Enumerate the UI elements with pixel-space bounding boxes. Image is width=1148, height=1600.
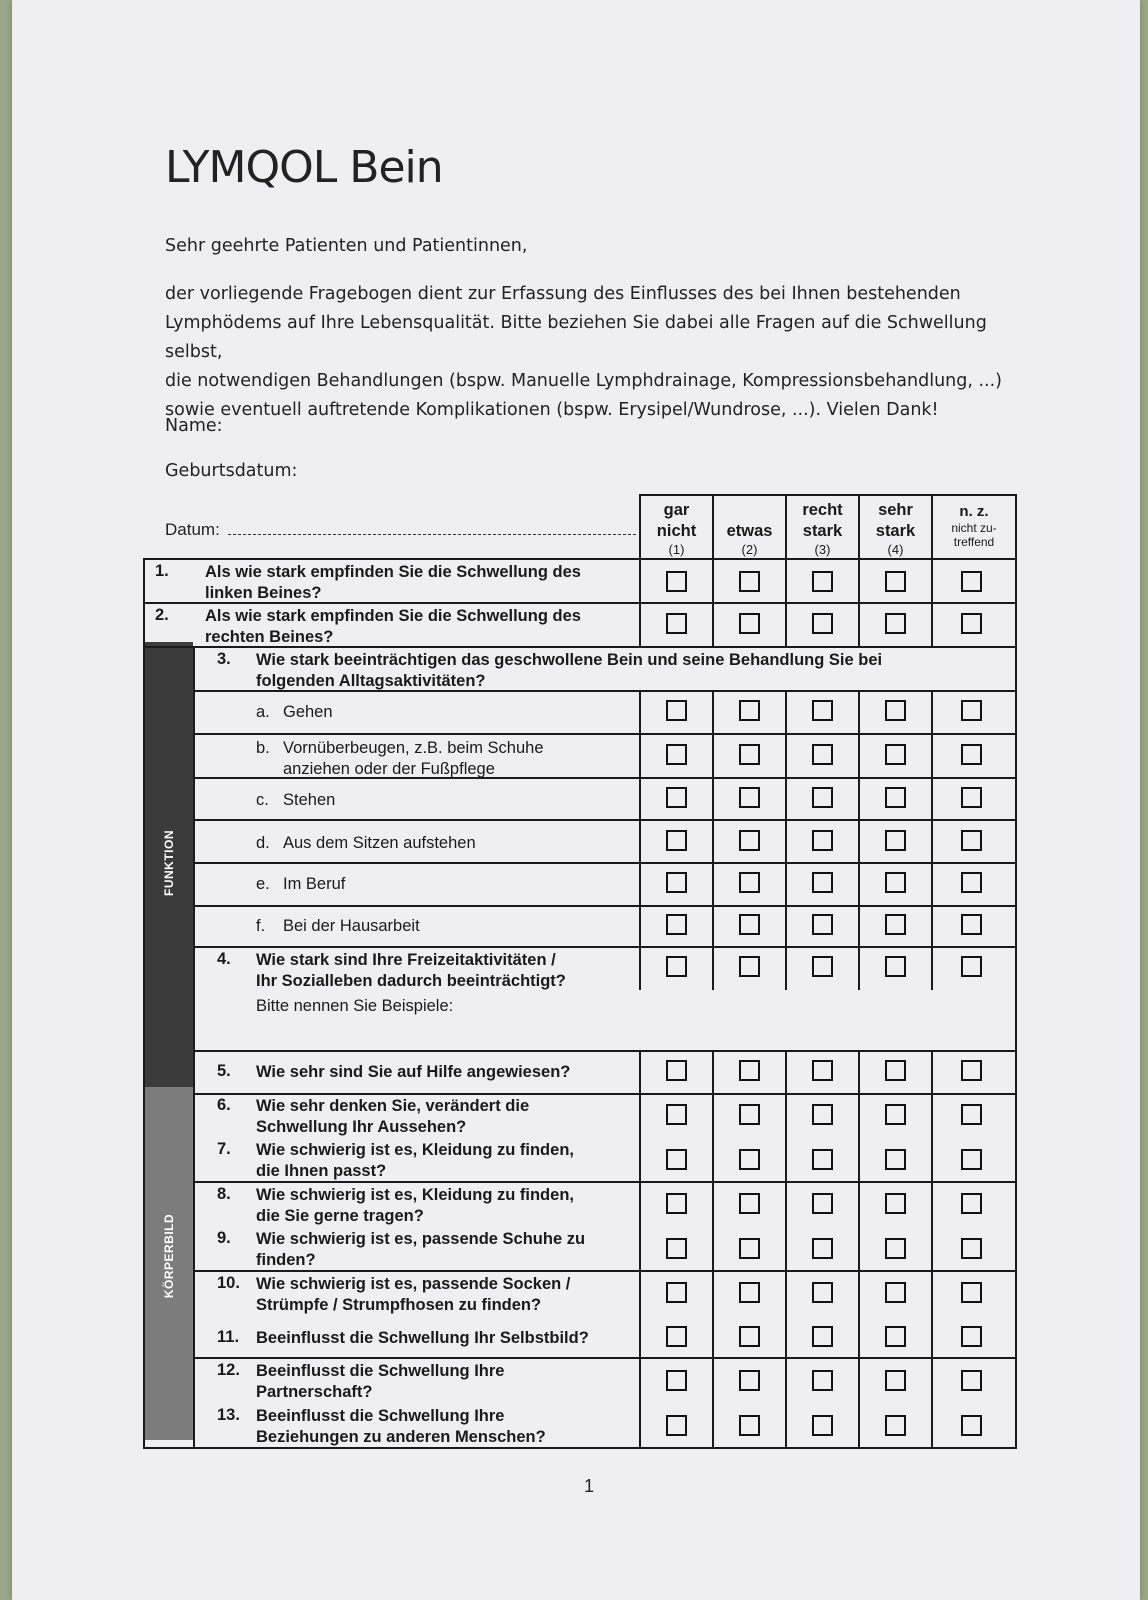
date-field-label: Datum: xyxy=(165,520,220,539)
column-header-recht-stark xyxy=(787,500,858,558)
checkbox-q3e-col4[interactable] xyxy=(885,872,906,893)
question-number: 13. xyxy=(217,1406,240,1424)
question-line: Als wie stark empfinden Sie die Schwellung des xyxy=(205,563,581,581)
name-field-label: Name: xyxy=(165,416,223,436)
subquestion-3d-text: Aus dem Sitzen aufstehen xyxy=(283,834,476,852)
question-line: Ihr Sozialleben dadurch beeinträchtigt? xyxy=(256,972,566,990)
column-header-line: stark xyxy=(875,522,916,540)
questionnaire-page xyxy=(12,0,1140,1600)
checkbox-q12-col2[interactable] xyxy=(739,1370,760,1391)
checkbox-q6-col4[interactable] xyxy=(885,1104,906,1125)
intro-line: die notwendigen Behandlungen (bspw. Manuelle Lymphdrainage, Kompressionsbehandlung, ...) xyxy=(165,371,1003,391)
question-line: Schwellung Ihr Aussehen? xyxy=(256,1118,467,1136)
question-line: folgenden Alltagsaktivitäten? xyxy=(256,672,486,690)
checkbox-q3d-col1[interactable] xyxy=(666,830,687,851)
checkbox-q11-col2[interactable] xyxy=(739,1326,760,1347)
question-line: finden? xyxy=(256,1251,316,1269)
question-9-text xyxy=(256,1229,585,1271)
checkbox-q3c-col2[interactable] xyxy=(739,787,760,808)
column-header-etwas xyxy=(714,521,785,558)
checkbox-q9-col1[interactable] xyxy=(666,1238,687,1259)
checkbox-q3a-col1[interactable] xyxy=(666,700,687,721)
checkbox-q1-col5[interactable] xyxy=(961,571,982,592)
checkbox-q7-col5[interactable] xyxy=(961,1149,982,1170)
checkbox-q3a-col4[interactable] xyxy=(885,700,906,721)
subquestion-3e-text: Im Beruf xyxy=(283,875,346,893)
checkbox-q12-col1[interactable] xyxy=(666,1370,687,1391)
checkbox-q3c-col4[interactable] xyxy=(885,787,906,808)
checkbox-q3d-col2[interactable] xyxy=(739,830,760,851)
checkbox-q13-col3[interactable] xyxy=(812,1415,833,1436)
column-header-score: (1) xyxy=(668,542,685,557)
subquestion-letter: b. xyxy=(256,739,270,757)
column-header-line: stark xyxy=(802,522,843,540)
checkbox-q5-col2[interactable] xyxy=(739,1060,760,1081)
checkbox-q3e-col2[interactable] xyxy=(739,872,760,893)
checkbox-q3b-col2[interactable] xyxy=(739,744,760,765)
page-title: LYMQOL Bein xyxy=(165,142,443,193)
intro-line: Lymphödems auf Ihre Lebensqualität. Bitte beziehen Sie dabei alle Fragen auf die Schwellung selbst, xyxy=(165,313,987,362)
checkbox-q3c-col5[interactable] xyxy=(961,787,982,808)
checkbox-q6-col1[interactable] xyxy=(666,1104,687,1125)
question-number: 12. xyxy=(217,1361,240,1379)
question-number: 6. xyxy=(217,1096,231,1114)
section-label-funktion: FUNKTION xyxy=(162,830,176,896)
checkbox-q5-col4[interactable] xyxy=(885,1060,906,1081)
question-examples-prompt: Bitte nennen Sie Beispiele: xyxy=(256,997,454,1015)
checkbox-q12-col3[interactable] xyxy=(812,1370,833,1391)
column-header-line: nicht zu- xyxy=(951,521,997,535)
column-header-line: etwas xyxy=(726,522,773,540)
checkbox-q1-col4[interactable] xyxy=(885,571,906,592)
column-header-gar-nicht xyxy=(641,500,712,558)
checkbox-q9-col5[interactable] xyxy=(961,1238,982,1259)
column-header-line: gar xyxy=(663,501,690,519)
question-8-text xyxy=(256,1185,574,1227)
checkbox-q13-col2[interactable] xyxy=(739,1415,760,1436)
subquestion-3c-text: Stehen xyxy=(283,791,336,809)
question-line: Strümpfe / Strumpfhosen zu finden? xyxy=(256,1296,542,1314)
subquestion-letter: c. xyxy=(256,791,269,809)
column-header-line: recht xyxy=(802,501,843,519)
checkbox-q5-col3[interactable] xyxy=(812,1060,833,1081)
question-number: 5. xyxy=(217,1062,231,1080)
checkbox-q6-col3[interactable] xyxy=(812,1104,833,1125)
checkbox-q8-col3[interactable] xyxy=(812,1193,833,1214)
checkbox-q6-col2[interactable] xyxy=(739,1104,760,1125)
question-2-text xyxy=(205,606,581,648)
checkbox-q8-col5[interactable] xyxy=(961,1193,982,1214)
checkbox-q2-col1[interactable] xyxy=(666,613,687,634)
checkbox-q11-col5[interactable] xyxy=(961,1326,982,1347)
question-number: 3. xyxy=(217,650,231,668)
checkbox-q3a-col2[interactable] xyxy=(739,700,760,721)
question-number: 7. xyxy=(217,1140,231,1158)
column-header-score: (2) xyxy=(741,542,758,557)
column-header-line: treffend xyxy=(953,535,995,549)
checkbox-q4-col5[interactable] xyxy=(961,956,982,977)
checkbox-q3d-col3[interactable] xyxy=(812,830,833,851)
question-10-text xyxy=(256,1274,570,1316)
checkbox-q5-col1[interactable] xyxy=(666,1060,687,1081)
question-line: die Ihnen passt? xyxy=(256,1162,387,1180)
checkbox-q3c-col1[interactable] xyxy=(666,787,687,808)
checkbox-q6-col5[interactable] xyxy=(961,1104,982,1125)
question-line: rechten Beines? xyxy=(205,628,334,646)
page-number: 1 xyxy=(584,1476,595,1496)
checkbox-q7-col1[interactable] xyxy=(666,1149,687,1170)
question-line: Beziehungen zu anderen Menschen? xyxy=(256,1428,546,1446)
subquestion-3f-text: Bei der Hausarbeit xyxy=(283,917,420,935)
checkbox-q3f-col1[interactable] xyxy=(666,914,687,935)
question-line: Wie schwierig ist es, Kleidung zu finden, xyxy=(256,1186,574,1204)
question-line: Wie schwierig ist es, Kleidung zu finden, xyxy=(256,1141,574,1159)
intro-line: der vorliegende Fragebogen dient zur Erfassung des Einflusses des bei Ihnen bestehenden xyxy=(165,284,961,304)
question-4-text xyxy=(256,950,566,1017)
question-line: Wie schwierig ist es, passende Schuhe zu xyxy=(256,1230,586,1248)
subquestion-letter: f. xyxy=(256,917,266,935)
question-line: Beeinflusst die Schwellung Ihre xyxy=(256,1362,505,1380)
column-header-line: n. z. xyxy=(959,503,989,520)
subquestion-letter: a. xyxy=(256,703,270,721)
subquestion-letter: d. xyxy=(256,834,270,852)
checkbox-q11-col1[interactable] xyxy=(666,1326,687,1347)
checkbox-q10-col4[interactable] xyxy=(885,1282,906,1303)
checkbox-q13-col5[interactable] xyxy=(961,1415,982,1436)
checkbox-q1-col2[interactable] xyxy=(739,571,760,592)
subquestion-3b-text xyxy=(283,738,544,780)
checkbox-q3d-col4[interactable] xyxy=(885,830,906,851)
question-number: 4. xyxy=(217,950,231,968)
checkbox-q1-col3[interactable] xyxy=(812,571,833,592)
intro-line: sowie eventuell auftretende Komplikationen (bspw. Erysipel/Wundrose, ...). Vielen Dank! xyxy=(165,400,939,420)
question-line: Partnerschaft? xyxy=(256,1383,373,1401)
checkbox-q12-col4[interactable] xyxy=(885,1370,906,1391)
question-12-text xyxy=(256,1361,504,1403)
question-line: Wie stark sind Ihre Freizeitaktivitäten / xyxy=(256,951,556,969)
checkbox-q2-col5[interactable] xyxy=(961,613,982,634)
question-number: 11. xyxy=(217,1328,240,1346)
checkbox-q10-col5[interactable] xyxy=(961,1282,982,1303)
column-header-nicht-zutreffend xyxy=(933,503,1015,549)
question-13-text xyxy=(256,1406,546,1448)
question-line: Beeinflusst die Schwellung Ihre xyxy=(256,1407,505,1425)
checkbox-q9-col4[interactable] xyxy=(885,1238,906,1259)
question-line: anziehen oder der Fußpflege xyxy=(283,760,495,778)
checkbox-q4-col1[interactable] xyxy=(666,956,687,977)
question-6-text xyxy=(256,1096,529,1138)
checkbox-q11-col3[interactable] xyxy=(812,1326,833,1347)
checkbox-q9-col2[interactable] xyxy=(739,1238,760,1259)
checkbox-q8-col1[interactable] xyxy=(666,1193,687,1214)
checkbox-q4-col3[interactable] xyxy=(812,956,833,977)
checkbox-q5-col5[interactable] xyxy=(961,1060,982,1081)
checkbox-q7-col3[interactable] xyxy=(812,1149,833,1170)
column-header-score: (4) xyxy=(887,542,904,557)
question-line: Wie stark beeinträchtigen das geschwollene Bein und seine Behandlung Sie bei xyxy=(256,651,883,669)
birthdate-field-label: Geburtsdatum: xyxy=(165,461,298,481)
checkbox-q3a-col3[interactable] xyxy=(812,700,833,721)
question-line: linken Beines? xyxy=(205,584,322,602)
question-3-text xyxy=(256,650,882,692)
checkbox-q13-col4[interactable] xyxy=(885,1415,906,1436)
question-number: 1. xyxy=(155,562,169,580)
checkbox-q8-col2[interactable] xyxy=(739,1193,760,1214)
checkbox-q3c-col3[interactable] xyxy=(812,787,833,808)
column-header-line: nicht xyxy=(656,522,697,540)
greeting: Sehr geehrte Patienten und Patientinnen, xyxy=(165,236,528,256)
checkbox-q3b-col3[interactable] xyxy=(812,744,833,765)
checkbox-q3d-col5[interactable] xyxy=(961,830,982,851)
question-line: die Sie gerne tragen? xyxy=(256,1207,424,1225)
checkbox-q3a-col5[interactable] xyxy=(961,700,982,721)
section-label-koerperbild: KÖRPERBILD xyxy=(162,1213,176,1299)
question-line: Wie schwierig ist es, passende Socken / xyxy=(256,1275,571,1293)
question-number: 10. xyxy=(217,1274,240,1292)
question-line: Als wie stark empfinden Sie die Schwellung des xyxy=(205,607,581,625)
checkbox-q12-col5[interactable] xyxy=(961,1370,982,1391)
subquestion-letter: e. xyxy=(256,875,270,893)
checkbox-q3b-col5[interactable] xyxy=(961,744,982,765)
checkbox-q10-col3[interactable] xyxy=(812,1282,833,1303)
checkbox-q11-col4[interactable] xyxy=(885,1326,906,1347)
checkbox-q3f-col2[interactable] xyxy=(739,914,760,935)
question-number: 9. xyxy=(217,1229,231,1247)
checkbox-q2-col3[interactable] xyxy=(812,613,833,634)
checkbox-q2-col2[interactable] xyxy=(739,613,760,634)
checkbox-q4-col2[interactable] xyxy=(739,956,760,977)
question-number: 8. xyxy=(217,1185,231,1203)
checkbox-q3f-col4[interactable] xyxy=(885,914,906,935)
subquestion-3a-text: Gehen xyxy=(283,703,333,721)
checkbox-q3f-col3[interactable] xyxy=(812,914,833,935)
checkbox-q3e-col1[interactable] xyxy=(666,872,687,893)
checkbox-q3b-col1[interactable] xyxy=(666,744,687,765)
question-number: 2. xyxy=(155,606,169,624)
checkbox-q7-col4[interactable] xyxy=(885,1149,906,1170)
column-header-score: (3) xyxy=(814,542,831,557)
checkbox-q1-col1[interactable] xyxy=(666,571,687,592)
question-11-text: Beeinflusst die Schwellung Ihr Selbstbild? xyxy=(256,1329,589,1347)
question-1-text xyxy=(205,562,581,604)
checkbox-q10-col1[interactable] xyxy=(666,1282,687,1303)
question-line: Wie sehr denken Sie, verändert die xyxy=(256,1097,530,1115)
question-5-text: Wie sehr sind Sie auf Hilfe angewiesen? xyxy=(256,1063,571,1081)
checkbox-q2-col4[interactable] xyxy=(885,613,906,634)
checkbox-q4-col4[interactable] xyxy=(885,956,906,977)
question-7-text xyxy=(256,1140,574,1182)
checkbox-q13-col1[interactable] xyxy=(666,1415,687,1436)
checkbox-q7-col2[interactable] xyxy=(739,1149,760,1170)
column-header-sehr-stark xyxy=(860,500,931,558)
column-header-line: sehr xyxy=(878,501,913,519)
checkbox-q3f-col5[interactable] xyxy=(961,914,982,935)
checkbox-q9-col3[interactable] xyxy=(812,1238,833,1259)
checkbox-q3e-col3[interactable] xyxy=(812,872,833,893)
checkbox-q3e-col5[interactable] xyxy=(961,872,982,893)
checkbox-q10-col2[interactable] xyxy=(739,1282,760,1303)
checkbox-q3b-col4[interactable] xyxy=(885,744,906,765)
question-line: Vornüberbeugen, z.B. beim Schuhe xyxy=(283,739,544,757)
checkbox-q8-col4[interactable] xyxy=(885,1193,906,1214)
